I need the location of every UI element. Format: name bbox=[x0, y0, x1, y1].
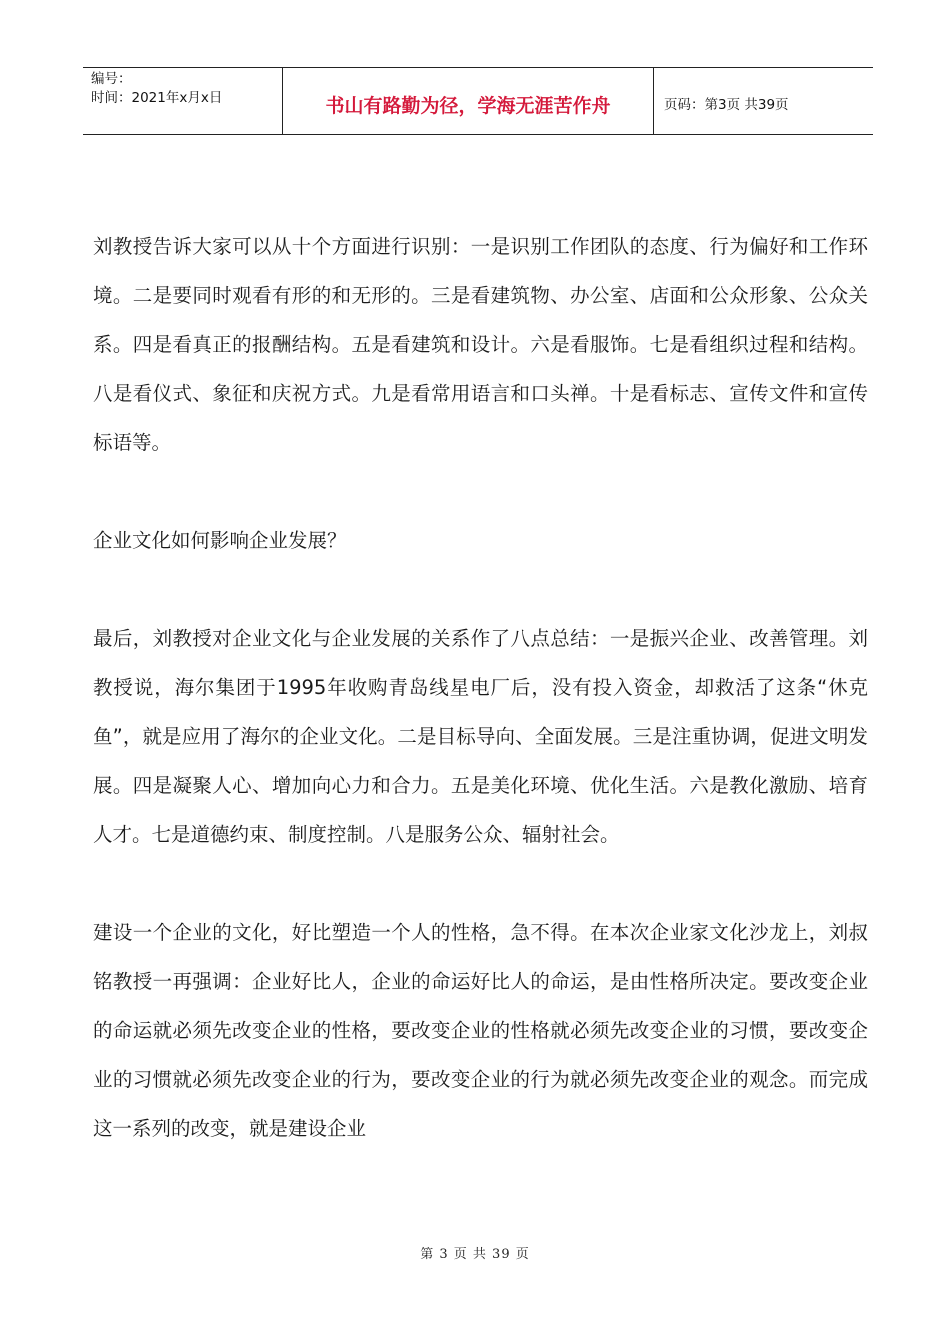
document-number-label: 编号： bbox=[91, 71, 132, 87]
header-meta bbox=[83, 68, 283, 134]
paragraph-identification: 刘教授告诉大家可以从十个方面进行识别：一是识别工作团队的态度、行为偏好和工作环境。二是要同时观看有形的和无形的。三是看建筑物、办公室、店面和公众形象、公众关系。四是看真正的报酬结构。五是看建筑和设计。六是看服饰。七是看组织过程和结构。八是看仪式、象征和庆祝方式。九是看常用语言和口头禅。十是看标志、宣传文件和宣传标语等。 bbox=[93, 235, 868, 454]
document-time: 时间：2021年x月x日 bbox=[91, 90, 223, 106]
paragraph-gap bbox=[93, 565, 868, 614]
paragraph-gap bbox=[93, 859, 868, 908]
header-page-info: 页码：第3页 共39页 bbox=[664, 97, 789, 113]
header-motto: 书山有路勤为径，学海无涯苦作舟 bbox=[283, 68, 654, 134]
paragraph-summary: 最后，刘教授对企业文化与企业发展的关系作了八点总结：一是振兴企业、改善管理。刘教授说，海尔集团于1995年收购青岛线星电厂后，没有投入资金，却救活了这条“休克鱼”，就是应用了海尔的企业文化。二是目标导向、全面发展。三是注重协调，促进文明发展。四是凝聚人心、增加向心力和合力。五是美化环境、优化生活。六是教化激励、培育人才。七是道德约束、制度控制。八是服务公众、辐射社会。 bbox=[93, 627, 868, 846]
section-heading: 企业文化如何影响企业发展？ bbox=[93, 529, 347, 552]
page-footer: 第 3 页 共 39 页 bbox=[420, 1247, 530, 1262]
document-body bbox=[93, 222, 868, 1153]
page-header bbox=[83, 67, 873, 135]
paragraph-culture-building: 建设一个企业的文化，好比塑造一个人的性格，急不得。在本次企业家文化沙龙上，刘叔铭教授一再强调：企业好比人，企业的命运好比人的命运，是由性格所决定。要改变企业的命运就必须先改变企业的性格，要改变企业的性格就必须先改变企业的习惯，要改变企业的习惯就必须先改变企业的行为，要改变企业的行为就必须先改变企业的观念。而完成这一系列的改变，就是建设企业 bbox=[93, 921, 868, 1140]
paragraph-gap bbox=[93, 467, 868, 516]
